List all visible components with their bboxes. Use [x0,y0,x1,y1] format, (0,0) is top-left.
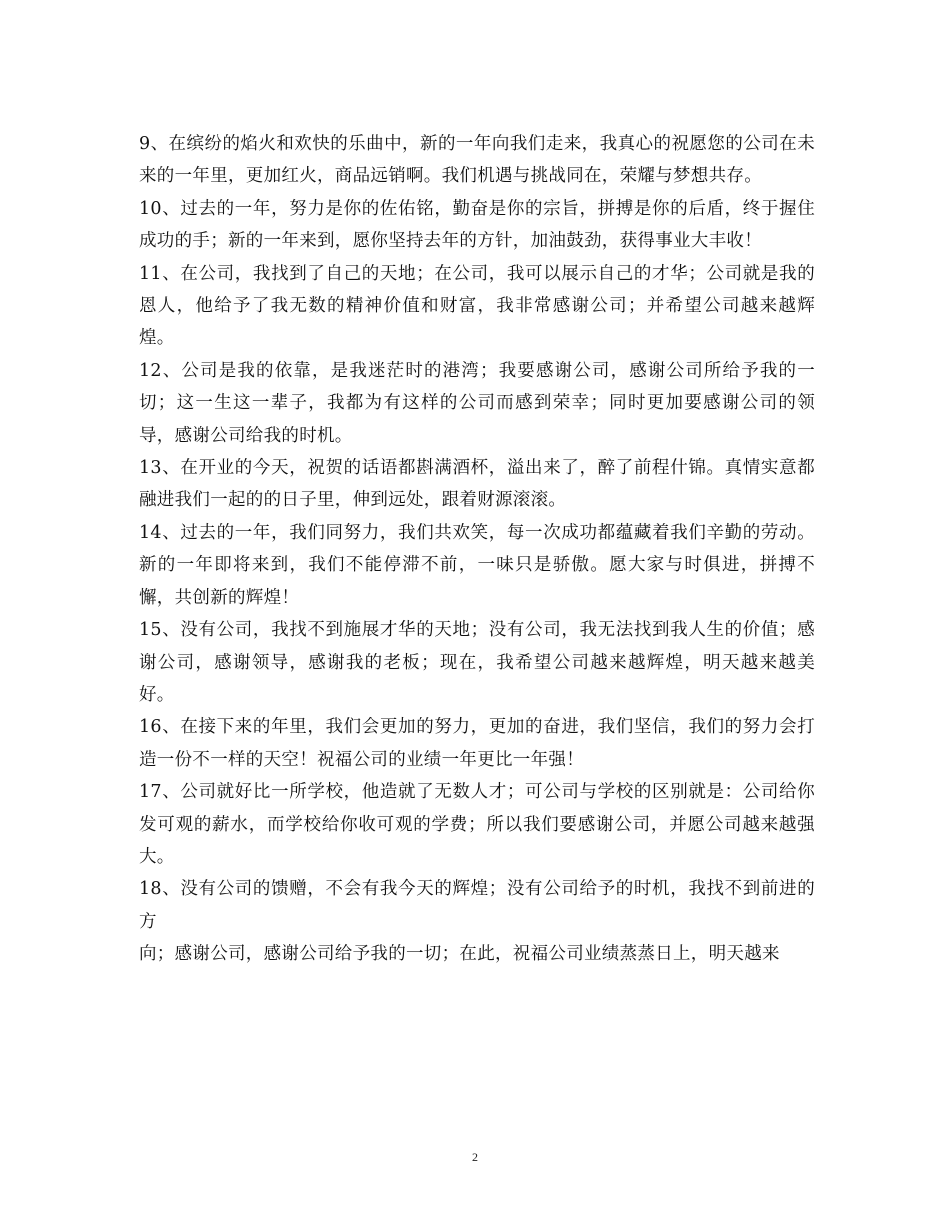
paragraph-18-part-1: 18、没有公司的馈赠，不会有我今天的辉煌；没有公司给予的时机，我找不到前进的方 [139,879,815,932]
document-body [139,128,815,971]
paragraph-18-part-2: 向；感谢公司，感谢公司给予我的一切；在此，祝福公司业绩蒸蒸日上，明天越来 [139,944,780,965]
page-number: 2 [472,1150,478,1164]
paragraph-10: 10、过去的一年，努力是你的佐佑铭，勤奋是你的宗旨，拼搏是你的后盾，终于握住成功的手；新的一年来到，愿你坚持去年的方针，加油鼓劲，获得事业大丰收！ [139,198,815,252]
paragraph-17: 17、公司就好比一所学校，他造就了无数人才；可公司与学校的区别就是：公司给你发可观的薪水，而学校给你收可观的学费；所以我们要感谢公司，并愿公司越来越强大。 [139,782,815,867]
paragraph-11: 11、在公司，我找到了自己的天地；在公司，我可以展示自己的才华；公司就是我的恩人，他给予了我无数的精神价值和财富，我非常感谢公司；并希望公司越来越辉煌。 [139,263,815,349]
paragraph-14: 14、过去的一年，我们同努力，我们共欢笑，每一次成功都蕴藏着我们辛勤的劳动。新的一年即将来到，我们不能停滞不前，一味只是骄傲。愿大家与时俱进，拼搏不懈，共创新的辉煌！ [139,522,815,608]
paragraph-12: 12、公司是我的依靠，是我迷茫时的港湾；我要感谢公司，感谢公司所给予我的一切；这一生这一辈子，我都为有这样的公司而感到荣幸；同时更加要感谢公司的领导，感谢公司给我的时机。 [139,360,815,446]
paragraph-9: 9、在缤纷的焰火和欢快的乐曲中，新的一年向我们走来，我真心的祝愿您的公司在未来的一年里，更加红火，商品远销啊。我们机遇与挑战同在，荣耀与梦想共存。 [139,134,815,187]
paragraph-15: 15、没有公司，我找不到施展才华的天地；没有公司，我无法找到我人生的价值；感谢公司，感谢领导，感谢我的老板；现在，我希望公司越来越辉煌，明天越来越美好。 [139,620,815,705]
paragraph-13: 13、在开业的今天，祝贺的话语都斟满酒杯，溢出来了，醉了前程什锦。真情实意都融进我们一起的的日子里，伸到远处，跟着财源滚滚。 [139,458,815,511]
paragraph-16: 16、在接下来的年里，我们会更加的努力，更加的奋进，我们坚信，我们的努力会打造一份不一样的天空！祝福公司的业绩一年更比一年强！ [139,717,815,770]
